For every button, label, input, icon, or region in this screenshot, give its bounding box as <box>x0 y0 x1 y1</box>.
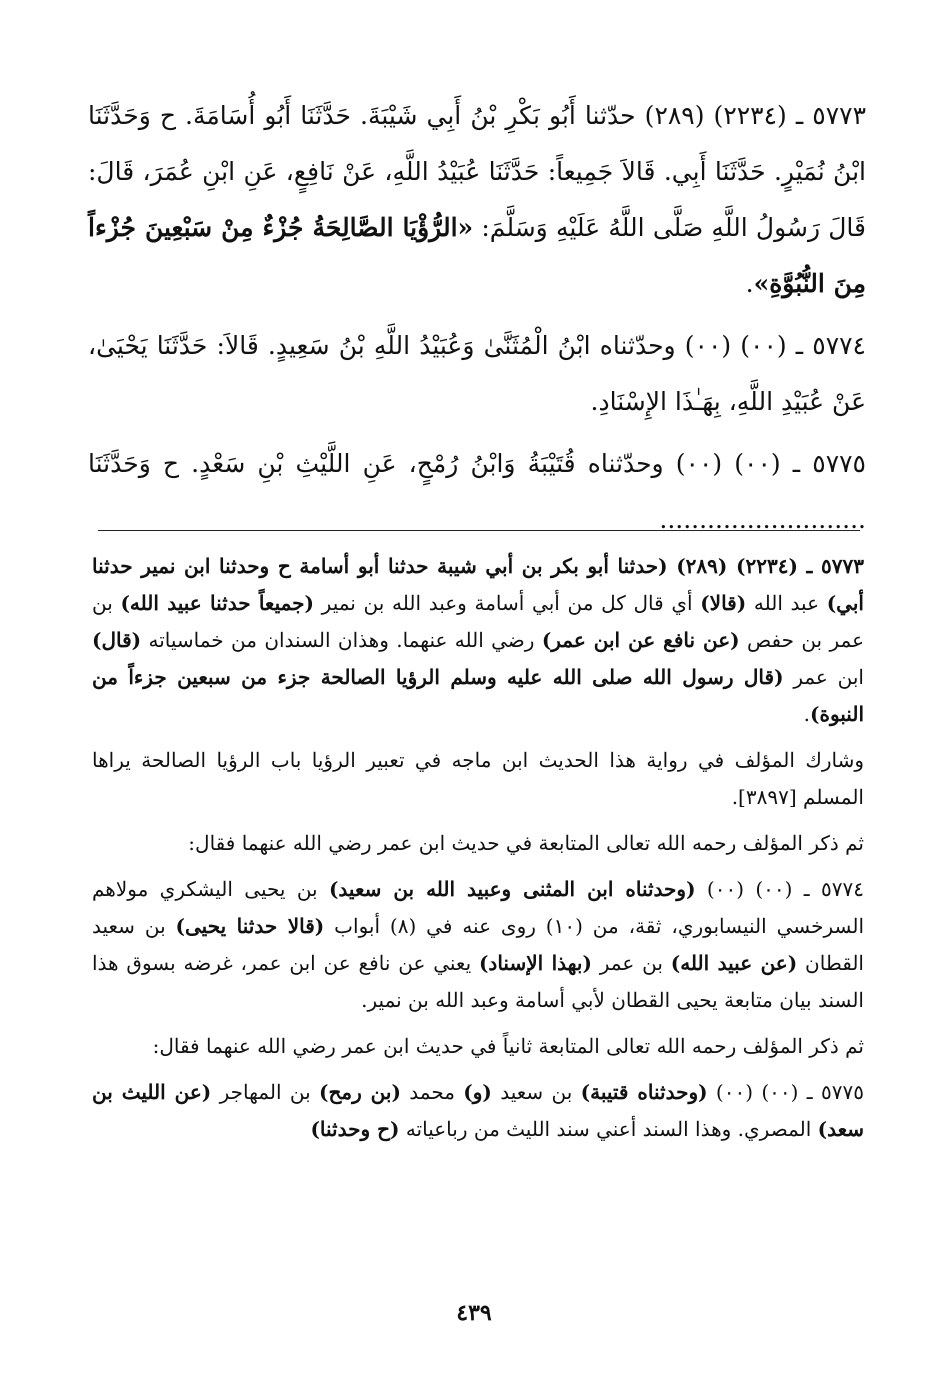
text-segment: ٥٧٧٤ ـ (٠٠) (٠٠) وحدّثناه ابْنُ الْمُثَنَّىٰ وَعُبَيْدُ اللَّهِ بْنُ سَعِيدٍ. قَالاَ: حَدَّثَنَا يَحْيَىٰ، عَنْ عُبَيْدِ اللَّهِ، بِهَـٰذَا الإِسْنَادِ. <box>88 331 866 416</box>
bold-text-segment: (قال) <box>92 628 142 652</box>
bold-text-segment: (بهذا الإسناد) <box>478 951 592 975</box>
text-segment: رضي الله عنهما. وهذان السندان من خماسياته <box>141 628 542 652</box>
hadith-paragraph <box>88 88 866 312</box>
text-segment: . <box>745 269 754 298</box>
text-segment: أي قال كل من أبي أسامة وعبد الله بن نمير <box>314 591 701 615</box>
commentary-section <box>92 548 864 1157</box>
bold-text-segment: (و) <box>463 1080 492 1104</box>
hadith-paragraph <box>88 436 866 548</box>
text-segment: بن سعيد <box>491 1080 581 1104</box>
text-segment: بن سعيد القطان <box>92 914 864 975</box>
text-segment: محمد <box>400 1080 464 1104</box>
bold-text-segment: (بن رمح) <box>318 1080 401 1104</box>
bold-text-segment: (قالا حدثنا يحيى) <box>175 914 325 938</box>
text-segment: يعني عن نافع عن ابن عمر، غرضه بسوق هذا السند بيان متابعة يحيى القطان لأبي أسامة وعبد الله بن نمير. <box>92 951 864 1012</box>
bold-text-segment: (وحدثناه ابن المثنى وعبيد الله بن سعيد) <box>328 877 696 901</box>
text-segment: وشارك المؤلف في رواية هذا الحديث ابن ماجه في تعبير الرؤيا باب الرؤيا الصالحة يراها المسلم [٣٨٩٧]. <box>92 748 864 809</box>
text-segment: بن يحيى اليشكري مولاهم السرخسي النيسابوري، ثقة، من (١٠) روى عنه في (٨) أبواب <box>92 877 865 938</box>
bold-text-segment: ٥٧٧٣ ـ (٢٢٣٤) (٢٨٩) (حدثنا أبو بكر بن أبي شيبة حدثنا أبو أسامة ح وحدثنا ابن نمير حدثنا أبي) <box>92 554 864 615</box>
hadith-paragraph <box>88 318 866 430</box>
text-segment: عبد الله <box>746 591 827 615</box>
text-segment: بن المهاجر <box>211 1080 319 1104</box>
bold-text-segment: (عن عبيد الله) <box>670 951 798 975</box>
commentary-paragraph <box>92 1028 864 1065</box>
bold-text-segment: (جميعاً حدثنا عبيد الله) <box>120 591 314 615</box>
text-segment: المصري. وهذا السند أعني سند الليث من رباعياته <box>399 1117 818 1141</box>
text-segment: بن عمر بن حفص <box>92 591 865 652</box>
text-segment: . <box>803 702 810 726</box>
page-number: ٤٣٩ <box>456 1300 492 1326</box>
text-segment: ثم ذكر المؤلف رحمه الله تعالى المتابعة في حديث ابن عمر رضي الله عنهما فقال: <box>188 831 864 855</box>
commentary-paragraph <box>92 548 864 733</box>
text-segment: ٥٧٧٣ ـ (٢٢٣٤) (٢٨٩) حدّثنا أَبُو بَكْرِ بْنُ أَبِي شَيْبَةَ. حَدَّثَنَا أَبُو أُسَامَةَ. ح وَحَدَّثَنَا ابْنُ نُمَيْرٍ. حَدَّثَنَا أَبِي. قَالاَ جَمِيعاً: حَدَّثَنَا عُبَيْدُ اللَّهِ، عَنْ نَافِعٍ، عَنِ ابْنِ عُمَرَ، قَالَ: قَالَ رَسُولُ اللَّهِ صَلَّى اللَّهُ عَلَيْهِ وَسَلَّمَ: <box>88 101 866 242</box>
bold-text-segment: (وحدثناه قتيبة) <box>580 1080 708 1104</box>
bold-text-segment: (عن الليث بن سعد) <box>92 1080 864 1141</box>
bold-text-segment: (قال رسول الله صلى الله عليه وسلم الرؤيا الصالحة جزء من سبعين جزءاً من النبوة) <box>92 665 864 726</box>
text-segment: ٥٧٧٥ ـ (٠٠) (٠٠) وحدّثناه قُتَيْبَةُ وَابْنُ رُمْحٍ، عَنِ اللَّيْثِ بْنِ سَعْدٍ. ح وَحَدَّثَنَا .......................... <box>88 449 866 534</box>
commentary-paragraph <box>92 871 864 1019</box>
commentary-paragraph <box>92 825 864 862</box>
bold-text-segment: (ح وحدثنا) <box>310 1117 400 1141</box>
text-segment: ٥٧٧٥ ـ (٠٠) (٠٠) <box>707 1080 864 1104</box>
text-segment: ٥٧٧٤ ـ (٠٠) (٠٠) <box>695 877 864 901</box>
commentary-paragraph <box>92 742 864 816</box>
text-segment: ابن عمر <box>783 665 864 689</box>
bold-text-segment: «الرُّؤْيَا الصَّالِحَةُ جُزْءٌ مِنْ سَبْعِينَ جُزْءاً مِنَ النُّبُوَّةِ» <box>88 213 866 298</box>
text-segment: بن عمر <box>591 951 671 975</box>
commentary-paragraph <box>92 1074 864 1148</box>
bold-text-segment: (عن نافع عن ابن عمر) <box>541 628 740 652</box>
bold-text-segment: (قالا) <box>700 591 747 615</box>
footnote-divider <box>98 530 860 531</box>
hadith-text-section <box>88 88 866 554</box>
text-segment: ثم ذكر المؤلف رحمه الله تعالى المتابعة ثانياً في حديث ابن عمر رضي الله عنهما فقال: <box>152 1034 864 1058</box>
